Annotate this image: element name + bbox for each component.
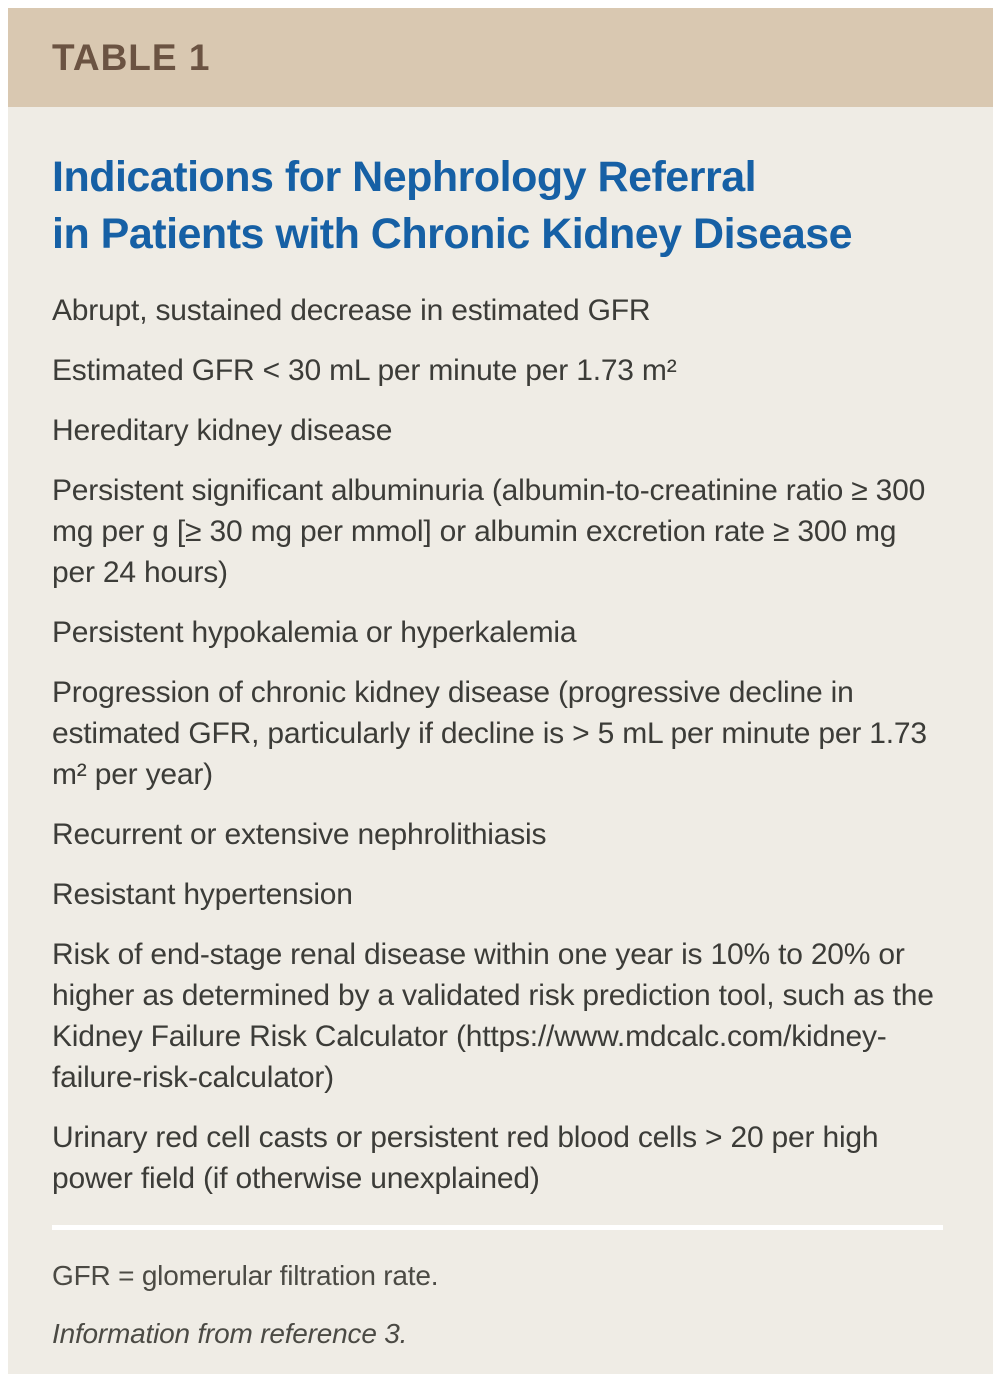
table-row: Hereditary kidney disease <box>52 414 393 447</box>
table-card <box>8 8 993 1349</box>
indication-list <box>52 290 945 1199</box>
title-line-2: in Patients with Chronic Kidney Disease <box>52 210 853 258</box>
footnote-section <box>52 1225 943 1352</box>
table-title <box>52 149 945 263</box>
table-row: Persistent significant albuminuria (albumin-to-creatinine ratio ≥ 300 mg per g [≥ 30 mg per mmol] or albumin excretion rate ≥ 300 mg per 24 hours) <box>52 474 926 589</box>
footnote-abbreviation: GFR = glomerular filtration rate. <box>52 1260 439 1291</box>
table-row: Recurrent or extensive nephrolithiasis <box>52 818 547 851</box>
table-row: Estimated GFR < 30 mL per minute per 1.73 m² <box>52 354 677 387</box>
table-header <box>8 8 993 107</box>
table-body <box>8 107 993 1374</box>
table-row: Progression of chronic kidney disease (progressive decline in estimated GFR, particularly if decline is > 5 mL per minute per 1.73 m² per year) <box>52 676 927 791</box>
table-row: Urinary red cell casts or persistent red blood cells > 20 per high power field (if otherwise unexplained) <box>52 1121 879 1195</box>
footnote-source: Information from reference 3. <box>52 1318 408 1349</box>
table-row: Persistent hypokalemia or hyperkalemia <box>52 616 577 649</box>
table-label: TABLE 1 <box>52 36 211 78</box>
table-row: Resistant hypertension <box>52 878 353 911</box>
table-row: Abrupt, sustained decrease in estimated GFR <box>52 294 651 327</box>
table-row: Risk of end-stage renal disease within one year is 10% to 20% or higher as determined by a validated risk prediction tool, such as the Kidney Failure Risk Calculator (https://www.mdcalc.com/kidney-failure-risk-calculator) <box>52 938 934 1094</box>
title-line-1: Indications for Nephrology Referral <box>52 153 757 201</box>
